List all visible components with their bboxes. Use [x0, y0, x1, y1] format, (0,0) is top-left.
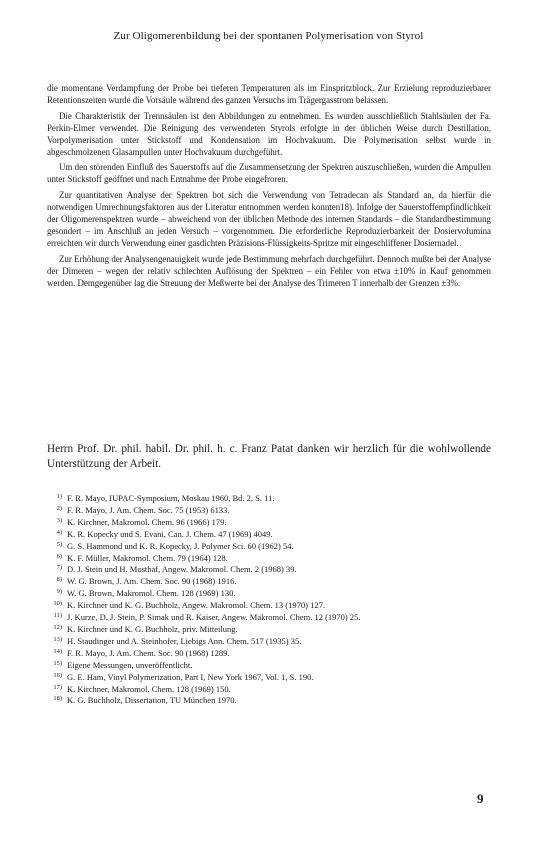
reference-number: 15) — [53, 659, 62, 667]
reference-number: 5) — [56, 540, 62, 548]
reference-number: 8) — [56, 576, 62, 584]
reference-number: 10) — [53, 600, 62, 608]
reference-text: H. Staudinger und A. Steinhofer, Liebigs Ann. Chem. 517 (1935) 35. — [67, 635, 302, 646]
reference-number: 12) — [53, 623, 62, 631]
reference-item — [47, 672, 491, 684]
reference-number: 16) — [53, 671, 62, 679]
reference-item — [47, 588, 491, 600]
body-paragraph: die momentane Verdampfung der Probe bei tieferen Temperaturen als im Einspritzblock. Zur Erzielung reproduzierbarer Retentionszeiten wurde die Vorsäule während des ganzen Versuchs im Trägergasstrom belassen. — [47, 83, 491, 105]
page-number: 9 — [477, 791, 484, 806]
reference-item — [47, 695, 491, 707]
reference-number: 17) — [53, 683, 62, 691]
reference-text: J. Kurze, D. J. Stein, P. Simak und R. Kaiser, Angew. Makromol. Chem. 12 (1970) 25. — [67, 612, 361, 623]
reference-item — [47, 493, 491, 505]
reference-text: F. R. Mayo, J. Am. Chem. Soc. 90 (1968) 1289. — [67, 647, 230, 658]
reference-text: W. G. Brown, Makromol. Chem. 128 (1969) 130. — [67, 588, 236, 599]
reference-number: 2) — [56, 504, 62, 512]
reference-number: 18) — [53, 695, 62, 703]
reference-text: K. Kirchner und K. G. Buchholz, priv. Mitteilung. — [67, 623, 238, 634]
reference-text: G. S. Hammond und K. R. Kopecky, J. Polymer Sci. 60 (1962) 54. — [67, 540, 294, 551]
reference-text: K. Kirchner und K. G. Buchholz, Angew. Makromol. Chem. 13 (1970) 127. — [67, 600, 325, 611]
reference-item — [47, 529, 491, 541]
reference-item — [47, 636, 491, 648]
reference-list — [47, 493, 491, 707]
running-title: Zur Oligomerenbildung bei der spontanen Polymerisation von Styrol — [113, 30, 424, 42]
reference-item — [47, 553, 491, 565]
reference-item — [47, 517, 491, 529]
reference-text: K. G. Buchholz, Dissertation, TU München 1970. — [67, 695, 237, 706]
reference-text: Eigene Messungen, unveröffentlicht. — [67, 659, 193, 670]
reference-number: 4) — [56, 528, 62, 536]
reference-item — [47, 648, 491, 660]
body-paragraph: Zur quantitativen Analyse der Spektren bot sich die Verwendung von Tetradecan als Standard an, da hierfür die notwendigen Umrechnungsfaktoren aus der Literatur entnommen werden konnten18). Infolge der Sauerstoffempfindlichkeit der Oligomerenspektren wurde – abweichend von der üblichen Methode des internen Standards – die Standardbestimmung gesondert – im Anschluß an jeden Versuch – vorgenommen. Die erforderliche Reproduzierbarkeit der Dosiervolumina erreichten wir durch Verwendung einer gasdichten Präzisions-Flüssigkeits-Spritze mit eingeschliffener Dosiernadel. — [47, 190, 491, 248]
reference-item — [47, 612, 491, 624]
reference-text: K. Kirchner, Makromol. Chem. 128 (1969) 150. — [67, 683, 231, 694]
reference-text: K. Kirchner, Makromol. Chem. 96 (1966) 179. — [67, 516, 227, 527]
reference-text: K. F. Müller, Makromol. Chem. 79 (1964) 128. — [67, 552, 228, 563]
reference-number: 9) — [56, 588, 62, 596]
reference-item — [47, 541, 491, 553]
reference-text: F. R. Mayo, J. Am. Chem. Soc. 75 (1953) 6133. — [67, 504, 230, 515]
reference-number: 7) — [56, 564, 62, 572]
reference-item — [47, 684, 491, 696]
body-paragraph: Zur Erhöhung der Analysengenauigkeit wurde jede Bestimmung mehrfach durchgeführt. Dennoch mußte bei der Analyse der Dimeren – wegen der relativ schlechten Auflösung der Spektren – ein Fehler von etwa ±10% in Kauf genommen werden. Demgegenüber lag die Streuung der Meßwerte bei der Analyse des Trimeren T innerhalb der Grenzen ±3%. — [47, 253, 491, 288]
reference-text: D. J. Stein und H. Mosthaf, Angew. Makromol. Chem. 2 (1968) 39. — [67, 564, 297, 575]
reference-number: 14) — [53, 647, 62, 655]
reference-item — [47, 624, 491, 636]
reference-text: F. R. Mayo, IUPAC-Symposium, Moskau 1960, Bd. 2, S. 11. — [67, 493, 275, 503]
reference-item — [47, 660, 491, 672]
body-paragraph: Die Charakteristik der Trennsäulen ist den Abbildungen zu entnehmen. Es wurden ausschließlich Stahlsäulen der Fa. Perkin-Elmer verwendet. Die Reinigung des verwendeten Styrols erfolgte in der üblichen Weise durch Destillation, Vorpolymerisation unter Stickstoff und Kondensation im Hochvakuum. Die Polymerisation selbst wurde in abgeschmolzenen Glasampullen unter Hochvakuum durchgeführt. — [47, 110, 491, 157]
reference-text: W. G. Brown, J. Am. Chem. Soc. 90 (1968) 1916. — [67, 576, 237, 587]
reference-number: 1) — [56, 493, 62, 500]
reference-item — [47, 505, 491, 517]
reference-text: G. E. Ham, Vinyl Polymerization, Part I, New York 1967, Vol. 1, S. 190. — [67, 671, 314, 682]
acknowledgement: Herrn Prof. Dr. phil. habil. Dr. phil. h. c. Franz Patat danken wir herzlich für die wohlwollende Unterstützung der Arbeit. — [47, 443, 491, 470]
reference-item — [47, 576, 491, 588]
body-paragraph: Um den störenden Einfluß des Sauerstoffs auf die Zusammensetzung der Spektren auszuschließen, wurden die Ampullen unter Stickstoff geöffnet und nach Entnahme der Probe eingefroren. — [47, 162, 491, 185]
reference-number: 3) — [56, 516, 62, 524]
body-text — [47, 83, 491, 294]
reference-number: 6) — [56, 552, 62, 560]
reference-number: 13) — [53, 635, 62, 643]
reference-text: K. R. Kopecky und S. Evani, Can. J. Chem. 47 (1969) 4049. — [67, 528, 273, 539]
reference-number: 11) — [53, 612, 62, 620]
reference-item — [47, 600, 491, 612]
reference-item — [47, 564, 491, 576]
